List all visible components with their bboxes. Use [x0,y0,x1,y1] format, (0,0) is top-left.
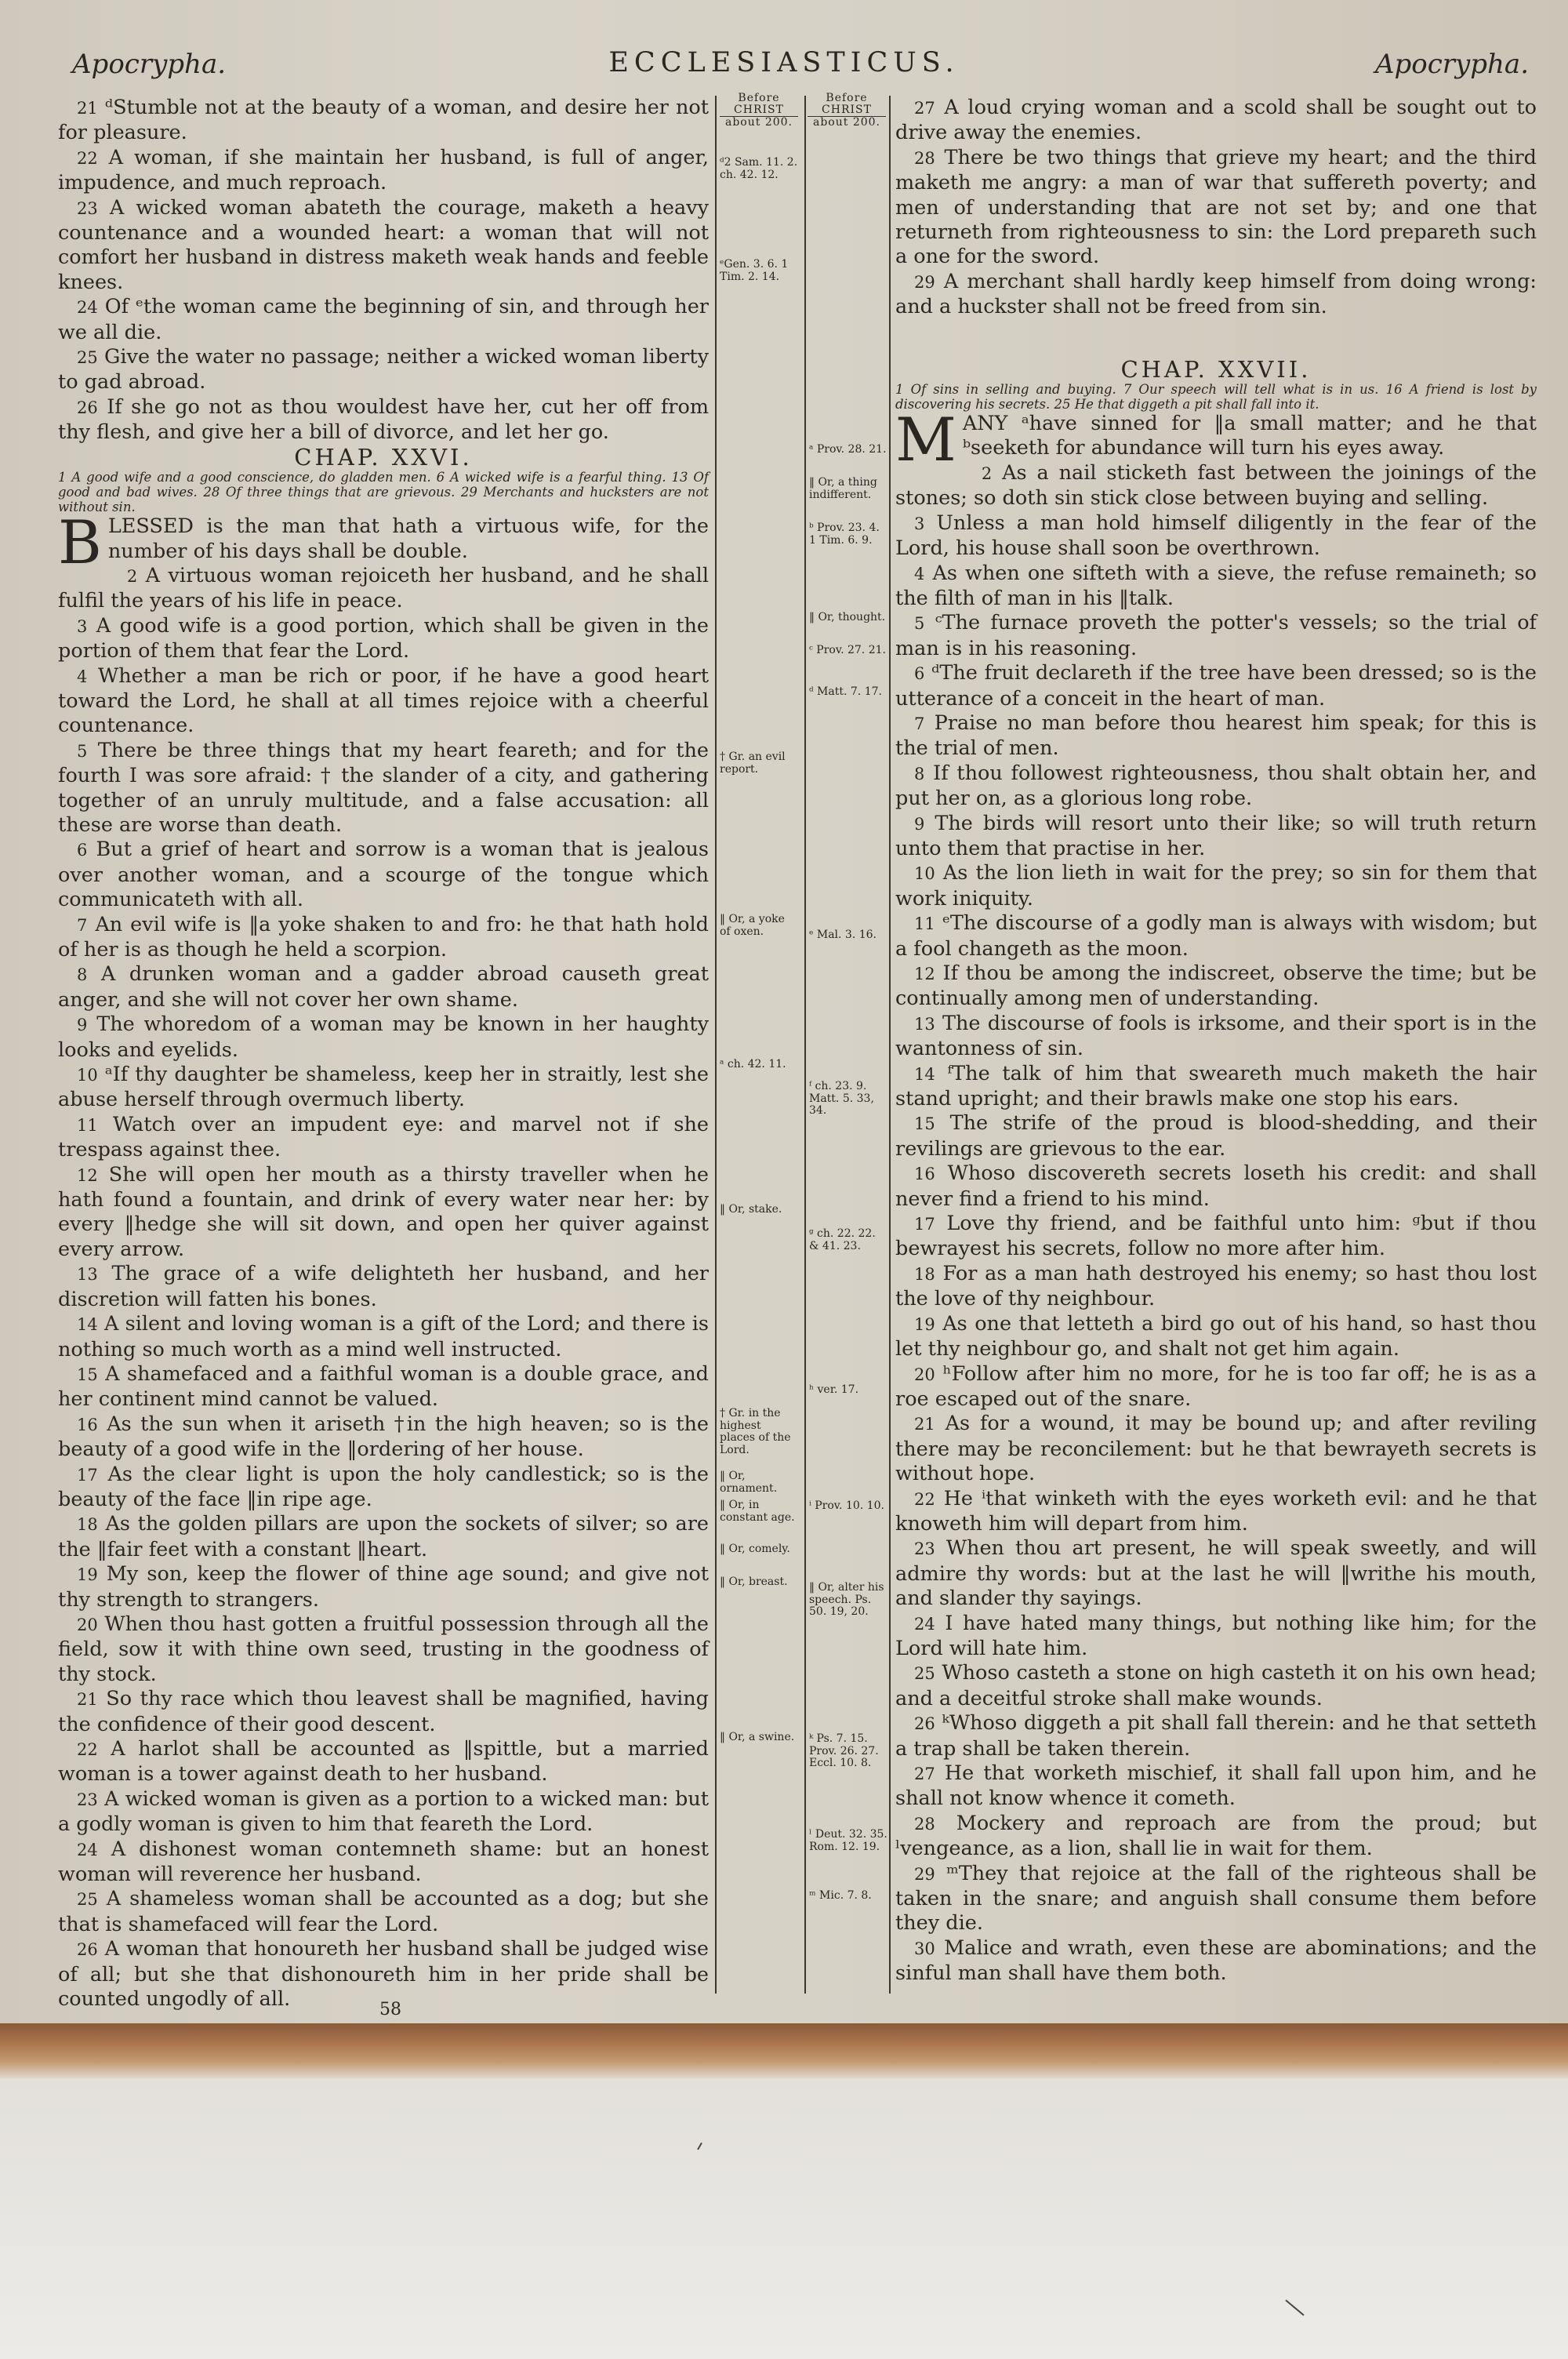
verse: 12 If thou be among the indiscreet, observe the time; but be continually among men of understanding. [895,961,1537,1011]
margin-note: ‖ Or, in constant age. [720,1499,795,1524]
drop-capital: M [895,405,956,475]
margin-note: ᵏ Ps. 7. 15. Prov. 26. 27. Eccl. 10. 8. [809,1732,879,1769]
drop-capital: B [58,507,102,578]
verse: 18 For as a man hath destroyed his enemy; so hast thou lost the love of thy neighbour. [895,1261,1537,1311]
verse: 30 Malice and wrath, even these are abominations; and the sinful man shall have them both. [895,1936,1537,1986]
verse: 5 ᶜThe furnace proveth the potter's vessels; so the trial of man is in his reasoning. [895,611,1537,660]
margin-note: † Gr. an evil report. [720,751,786,776]
verse: 25 A shameless woman shall be accounted as a dog; but she that is shamefaced will fear the Lord. [58,1887,709,1936]
margin-note: ᵃ ch. 42. 11. [720,1058,786,1070]
margin-rule-right [889,96,891,1994]
margin-note: ᵉGen. 3. 6. 1 Tim. 2. 14. [720,258,789,283]
verse: 22 He ⁱthat winketh with the eyes worketh evil: and he that knoweth him will depart from him. [895,1486,1537,1536]
verse: 18 As the golden pillars are upon the sockets of silver; so are the ‖fair feet with a constant ‖heart. [58,1512,709,1561]
verse: 8 A drunken woman and a gadder abroad causeth great anger, and she will not cover her own shame. [58,962,709,1012]
verse: 5 There be three things that my heart feareth; and for the fourth I was sore afraid: † the slander of a city, and gathering together of an unruly multitude, and a false accusation: all these are worse than death. [58,738,709,837]
margin-heading-left: Before CHRIST about 200. [720,93,798,129]
verse: 28 Mockery and reproach are from the proud; but ˡvengeance, as a lion, shall lie in wait for them. [895,1811,1537,1861]
margin-note: ‖ Or, stake. [720,1203,782,1216]
verse: 23 A wicked woman abateth the courage, maketh a heavy countenance and a wounded heart: a woman that will not comfort her husband in distress maketh weak hands and feeble knees. [58,195,709,294]
page-number: 58 [379,2000,401,2019]
verse: 15 A shamefaced and a faithful woman is a double grace, and her continent mind cannot be valued. [58,1361,710,1412]
verse: 21 ᵈStumble not at the beauty of a woman, and desire her not for pleasure. [58,96,710,145]
verse: 27 He that worketh mischief, it shall fall upon him, and he shall not know whence it cometh. [895,1761,1537,1811]
verse: 25 Whoso casteth a stone on high casteth it on his own head; and a deceitful stroke shall make wounds. [895,1661,1537,1710]
verse: 21 So thy race which thou leavest shall be magnified, having the confidence of their good descent. [58,1687,709,1736]
verse: 6 ᵈThe fruit declareth if the tree have been dressed; so is the utterance of a conceit in the heart of man. [895,661,1537,711]
verse: 28 There be two things that grieve my heart; and the third maketh me angry: a man of war that suffereth poverty; and men of understanding that are not set by; and one that returneth from righteousness to sin: the Lord prepareth such a one for the sword. [895,145,1537,269]
verse: 17 Love thy friend, and be faithful unto him: ᵍbut if thou bewrayest his secrets, follow no more after him. [895,1212,1537,1261]
verse: 7 An evil wife is ‖a yoke shaken to and fro: he that hath hold of her is as though he held a scorpion. [58,912,710,961]
verse-first: MANY ᵃhave sinned for ‖a small matter; and he that ᵇseeketh for abundance will turn his eyes away. [895,405,1537,475]
margin-note: ᵃ Prov. 28. 21. [809,443,887,456]
margin-note: ᵈ Matt. 7. 17. [809,685,882,698]
verse: 2 A virtuous woman rejoiceth her husband, and he shall fulfil the years of his life in peace. [58,563,709,613]
verse: 2 As a nail sticketh fast between the joinings of the stones; so doth sin stick close between buying and selling. [895,460,1537,511]
page-edge [0,2023,1568,2078]
verse: 19 As one that letteth a bird go out of his hand, so hast thou let thy neighbour go, and shalt not get him again. [895,1311,1537,1361]
verse: 14 A silent and loving woman is a gift of the Lord; and there is nothing so much worth as a mind well instructed. [58,1312,710,1361]
verse: 13 The discourse of fools is irksome, and their sport is in the wantonness of sin. [895,1011,1537,1061]
verse: 10 ᵃIf thy daughter be shameless, keep her in straitly, lest she abuse herself through overmuch liberty. [58,1063,709,1112]
chapter-summary: 1 Of sins in selling and buying. 7 Our speech will tell what is in us. 16 A friend is lost by discovering his secrets. 25 He that diggeth a pit shall fall into it. [895,382,1537,413]
margin-note: ᵐ Mic. 7. 8. [809,1889,872,1902]
running-head-left: Apocrypha. [72,49,227,80]
verse: 25 Give the water no passage; neither a wicked woman liberty to gad abroad. [58,345,710,394]
verse: 15 The strife of the proud is blood-shedding, and their revilings are grievous to the ear. [895,1111,1537,1161]
margin-note: ⁱ Prov. 10. 10. [809,1499,884,1512]
verse: 23 A wicked woman is given as a portion to a wicked man: but a godly woman is given to him that feareth the Lord. [58,1787,709,1837]
verse: 4 Whether a man be rich or poor, if he have a good heart toward the Lord, he shall at all times rejoice with a cheerful countenance. [58,663,709,738]
margin-note: ᵇ Prov. 23. 4. 1 Tim. 6. 9. [809,522,880,547]
margin-note: ‖ Or, a yoke of oxen. [720,913,785,938]
verse: 9 The birds will resort unto their like; so will truth return unto them that practise in her. [895,811,1537,860]
verse: 3 Unless a man hold himself diligently in the fear of the Lord, his house shall soon be overthrown. [895,511,1537,561]
verse: 20 When thou hast gotten a fruitful possession through all the field, sow it with thine own seed, trusting in the goodness of thy stock. [58,1612,710,1686]
verse: 24 A dishonest woman contemneth shame: but an honest woman will reverence her husband. [58,1837,709,1887]
margin-note: ‖ Or, a swine. [720,1731,795,1743]
verse: 4 As when one sifteth with a sieve, the refuse remaineth; so the filth of man in his ‖talk. [895,561,1537,610]
running-head-right: Apocrypha. [1374,49,1529,80]
margin-note: ᶜ Prov. 27. 21. [809,644,886,656]
verse: 10 As the lion lieth in wait for the prey; so sin for them that work iniquity. [895,861,1537,911]
margin-note: ˡ Deut. 32. 35. Rom. 12. 19. [809,1828,887,1853]
book-title: ECCLESIASTICUS. [608,47,960,78]
verse: 11 ᵉThe discourse of a godly man is always with wisdom; but a fool changeth as the moon. [895,911,1537,961]
margin-rule-middle [804,96,806,1994]
margin-note: ‖ Or, alter his speech. Ps. 50. 19, 20. [809,1581,884,1618]
verse: 29 A merchant shall hardly keep himself from doing wrong: and a huckster shall not be freed from sin. [895,269,1537,319]
margin-note: ‖ Or, comely. [720,1543,790,1555]
verse-first: BLESSED is the man that hath a virtuous wife, for the number of his days shall be double. [58,507,709,578]
verse: 12 She will open her mouth as a thirsty traveller when he hath found a fountain, and drink of every water near her: by every ‖hedge she will sit down, and open her quiver against every arrow. [58,1162,710,1261]
table-surface [0,2078,1568,2359]
verse: 22 A woman, if she maintain her husband, is full of anger, impudence, and much reproach. [58,145,709,195]
margin-heading-right: Before CHRIST about 200. [808,93,886,129]
right-text-column [895,96,1537,1986]
verse: 27 A loud crying woman and a scold shall be sought out to drive away the enemies. [895,96,1537,145]
chapter-heading: CHAP. XXVI. [294,443,473,471]
margin-note: † Gr. in the highest places of the Lord. [720,1407,791,1456]
margin-note: ᵈ2 Sam. 11. 2. ch. 42. 12. [720,156,798,181]
verse: 14 ᶠThe talk of him that sweareth much maketh the hair stand upright; and their brawls make one stop his ears. [895,1061,1537,1111]
chapter-heading: CHAP. XXVII. [1120,355,1312,383]
verse: 26 If she go not as thou wouldest have her, cut her off from thy flesh, and give her a bill of divorce, and let her go. [58,394,710,445]
verse: 3 A good wife is a good portion, which shall be given in the portion of them that fear the Lord. [58,613,710,663]
verse: 9 The whoredom of a woman may be known in her haughty looks and eyelids. [58,1012,709,1062]
verse: 16 As the sun when it ariseth †in the high heaven; so is the beauty of a good wife in the ‖ordering of her house. [58,1412,709,1462]
verse: 21 As for a wound, it may be bound up; and after reviling there may be reconcilement: but he that bewrayeth secrets is without hope. [895,1412,1537,1486]
verse: 23 When thou art present, he will speak sweetly, and will admire thy words: but at the last he will ‖writhe his mouth, and slander thy sayings. [895,1536,1537,1611]
verse: 8 If thou followest righteousness, thou shalt obtain her, and put her on, as a glorious long robe. [895,761,1537,811]
margin-note: ‖ Or, breast. [720,1576,788,1588]
margin-note: ᶠ ch. 23. 9. Matt. 5. 33, 34. [809,1080,874,1117]
verse: 17 As the clear light is upon the holy candlestick; so is the beauty of the face ‖in ripe age. [58,1462,709,1511]
chapter-summary: 1 A good wife and a good conscience, do gladden men. 6 A wicked wife is a fearful thing. 13 Of good and bad wives. 28 Of three things that are grievous. 29 Merchants and hucksters are not without sin. [58,470,709,515]
verse: 13 The grace of a wife delighteth her husband, and her discretion will fatten his bones. [58,1262,709,1311]
verse: 20 ʰFollow after him no more, for he is too far off; he is as a roe escaped out of the snare. [895,1361,1537,1411]
verse: 16 Whoso discovereth secrets loseth his credit: and shall never find a friend to his mind. [895,1161,1537,1211]
margin-note: ᵉ Mal. 3. 16. [809,929,877,941]
verse: 19 My son, keep the flower of thine age sound; and give not thy strength to strangers. [58,1562,709,1612]
scratch-mark [697,2143,702,2150]
verse: 24 Of ᵉthe woman came the beginning of sin, and through her we all die. [58,295,710,344]
verse: 26 ᵏWhoso diggeth a pit shall fall therein: and he that setteth a trap shall be taken therein. [895,1711,1537,1761]
verse: 7 Praise no man before thou hearest him speak; for this is the trial of men. [895,711,1537,761]
margin-rule-left [715,96,717,1994]
left-text-column [58,96,709,2012]
margin-note: ‖ Or, thought. [809,611,886,623]
margin-note: ‖ Or, ornament. [720,1470,778,1495]
margin-note: ᵍ ch. 22. 22. & 41. 23. [809,1227,876,1252]
verse: 22 A harlot shall be accounted as ‖spittle, but a married woman is a tower against death to her husband. [58,1737,710,1787]
verse: 6 But a grief of heart and sorrow is a woman that is jealous over another woman, and a scourge of the tongue which communicateth with all. [58,838,710,912]
verse: 11 Watch over an impudent eye: and marvel not if she trespass against thee. [58,1112,709,1162]
verse: 24 I have hated many things, but nothing like him; for the Lord will hate him. [895,1611,1537,1660]
verse: 26 A woman that honoureth her husband shall be judged wise of all; but she that dishonoureth him in her pride shall be counted ungodly of all. [58,1937,710,2012]
verse: 29 ᵐThey that rejoice at the fall of the righteous shall be taken in the snare; and anguish shall consume them before they die. [895,1861,1537,1936]
scratch-mark [1285,2299,1304,2316]
margin-note: ‖ Or, a thing indifferent. [809,476,877,501]
margin-note: ʰ ver. 17. [809,1383,859,1396]
